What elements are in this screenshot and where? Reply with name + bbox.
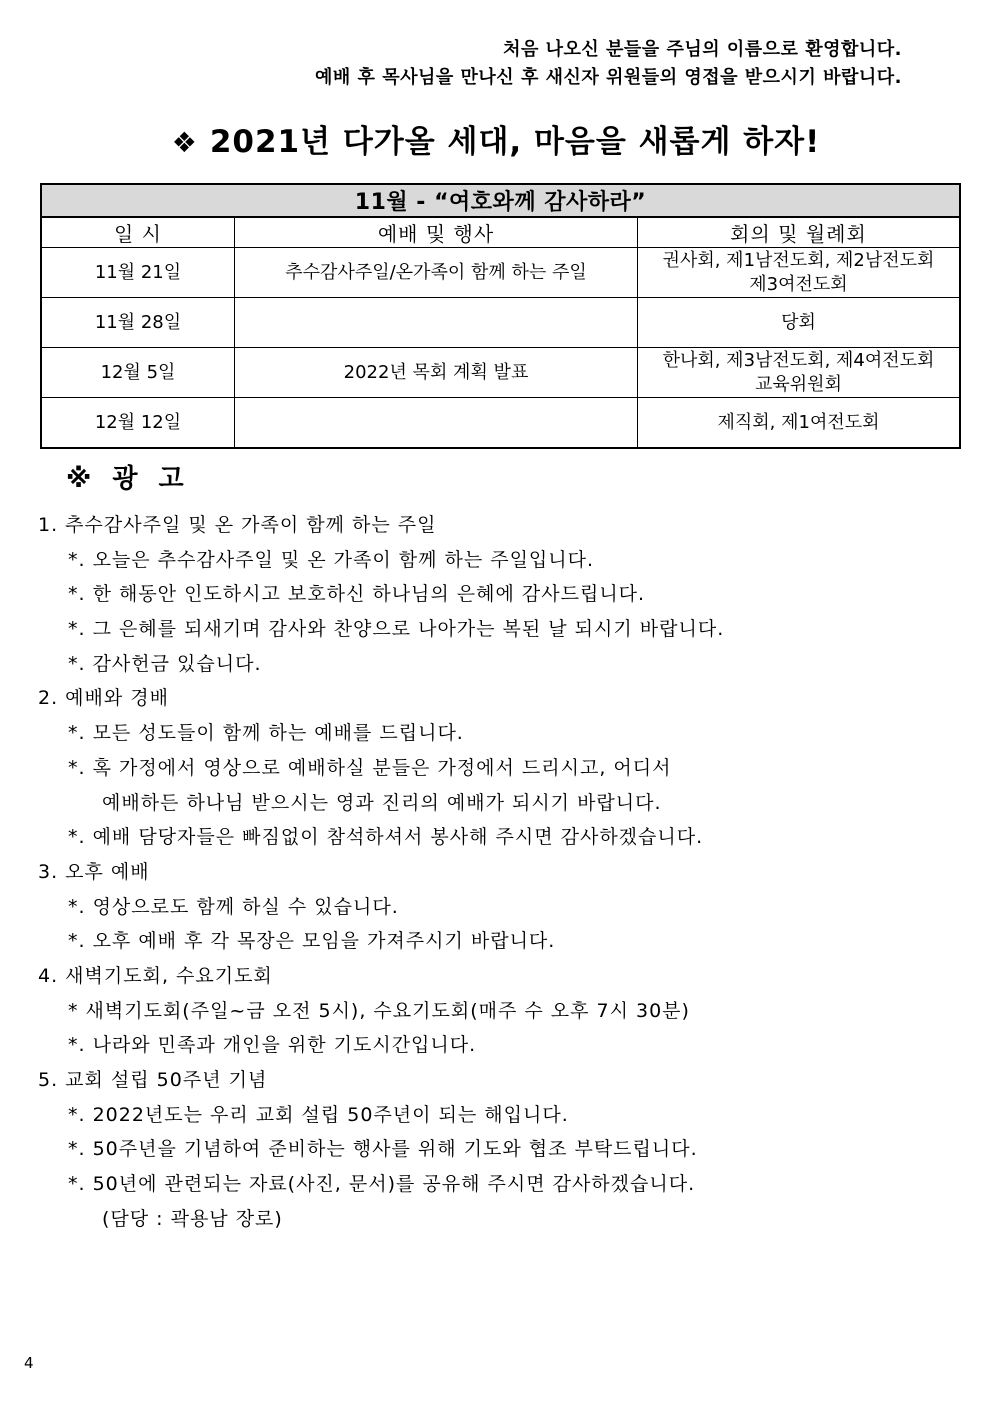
header-meeting: 회의 및 월례회 [638, 217, 961, 248]
notice-section-prayer [38, 959, 938, 1063]
schedule-table [40, 183, 961, 449]
list-item: *. 그 은혜를 되새기며 감사와 찬양으로 나아가는 복된 날 되시기 바랍니다. [68, 618, 725, 641]
list-item: *. 예배 담당자들은 빠짐없이 참석하셔서 봉사해 주시면 감사하겠습니다. [68, 826, 704, 849]
section-title: 1. 추수감사주일 및 온 가족이 함께 하는 주일 [38, 514, 437, 536]
list-item: *. 2022년도는 우리 교회 설립 50주년이 되는 해입니다. [68, 1103, 569, 1126]
yearly-theme-headline [0, 116, 992, 161]
row-event [235, 298, 638, 348]
diamond-bullet-icon: ❖ [171, 126, 198, 159]
row-meeting-line-2: 교육위원회 [755, 373, 842, 395]
list-item-continuation: 예배하든 하나님 받으시는 영과 진리의 예배가 되시기 바랍니다. [102, 791, 662, 814]
row-meeting [638, 398, 961, 449]
section-title: 3. 오후 예배 [38, 860, 150, 883]
row-event: 추수감사주일/온가족이 함께 하는 주일 [235, 248, 638, 298]
list-item: * 새벽기도회(주일~금 오전 5시), 수요기도회(매주 수 오후 7시 30분) [68, 999, 690, 1022]
list-item: *. 나라와 민족과 개인을 위한 기도시간입니다. [68, 1034, 477, 1057]
header-row [41, 217, 960, 248]
notice-section-worship [38, 681, 938, 854]
notice-section-anniversary [38, 1063, 938, 1236]
notice-title: ※ 광 고 [66, 464, 190, 494]
list-item: *. 오늘은 추수감사주일 및 온 가족이 함께 하는 주일입니다. [68, 548, 595, 571]
row-meeting-line-2: 제3여전도회 [749, 273, 848, 295]
headline-text: 2021년 다가올 세대, 마음을 새롭게 하자! [209, 124, 821, 160]
section-title: 5. 교회 설립 50주년 기념 [38, 1069, 268, 1091]
notice-section-afternoon [38, 855, 938, 959]
table-row [41, 248, 960, 298]
header-date: 일 시 [41, 217, 235, 248]
notice-section-thanksgiving [38, 508, 938, 681]
list-item: *. 50주년을 기념하여 준비하는 행사를 위해 기도와 협조 부탁드립니다. [68, 1138, 698, 1161]
list-item: *. 영상으로도 함께 하실 수 있습니다. [68, 895, 399, 918]
row-meeting-line-1: 당회 [781, 311, 816, 333]
row-meeting-line-1: 제직회, 제1여전도회 [717, 411, 880, 433]
row-date: 11월 21일 [41, 248, 235, 298]
welcome-line-2: 예배 후 목사님을 만나신 후 새신자 위원들의 영접을 받으시기 바랍니다. [315, 67, 902, 88]
notice-list [38, 508, 938, 1236]
welcome-message [315, 36, 902, 92]
table-row [41, 298, 960, 348]
page-number: 4 [24, 1354, 34, 1372]
list-item: *. 한 해동안 인도하시고 보호하신 하나님의 은혜에 감사드립니다. [68, 583, 646, 606]
list-item: *. 50년에 관련되는 자료(사진, 문서)를 공유해 주시면 감사하겠습니다. [68, 1173, 696, 1196]
table-row [41, 398, 960, 449]
row-event: 2022년 목회 계획 발표 [235, 348, 638, 398]
row-meeting [638, 348, 961, 398]
row-meeting-line-1: 한나회, 제3남전도회, 제4여전도회 [662, 349, 935, 371]
list-item: *. 모든 성도들이 함께 하는 예배를 드립니다. [68, 722, 464, 745]
header-event: 예배 및 행사 [235, 217, 638, 248]
list-item-continuation: (담당 : 곽용남 장로) [102, 1207, 283, 1230]
month-title: 11월 - “여호와께 감사하라” [41, 184, 960, 217]
list-item: *. 오후 예배 후 각 목장은 모임을 가져주시기 바랍니다. [68, 930, 556, 953]
month-title-row [41, 184, 960, 217]
row-date: 11월 28일 [41, 298, 235, 348]
section-title: 4. 새벽기도회, 수요기도회 [38, 964, 273, 987]
list-item: *. 혹 가정에서 영상으로 예배하실 분들은 가정에서 드리시고, 어디서 [68, 756, 672, 779]
row-meeting-line-1: 권사회, 제1남전도회, 제2남전도회 [662, 249, 935, 271]
row-date: 12월 5일 [41, 348, 235, 398]
table-row [41, 348, 960, 398]
welcome-line-1: 처음 나오신 분들을 주님의 이름으로 환영합니다. [503, 39, 902, 60]
row-event [235, 398, 638, 449]
row-date: 12월 12일 [41, 398, 235, 449]
row-meeting [638, 298, 961, 348]
row-meeting [638, 248, 961, 298]
section-title: 2. 예배와 경배 [38, 687, 169, 710]
list-item: *. 감사헌금 있습니다. [68, 652, 262, 675]
